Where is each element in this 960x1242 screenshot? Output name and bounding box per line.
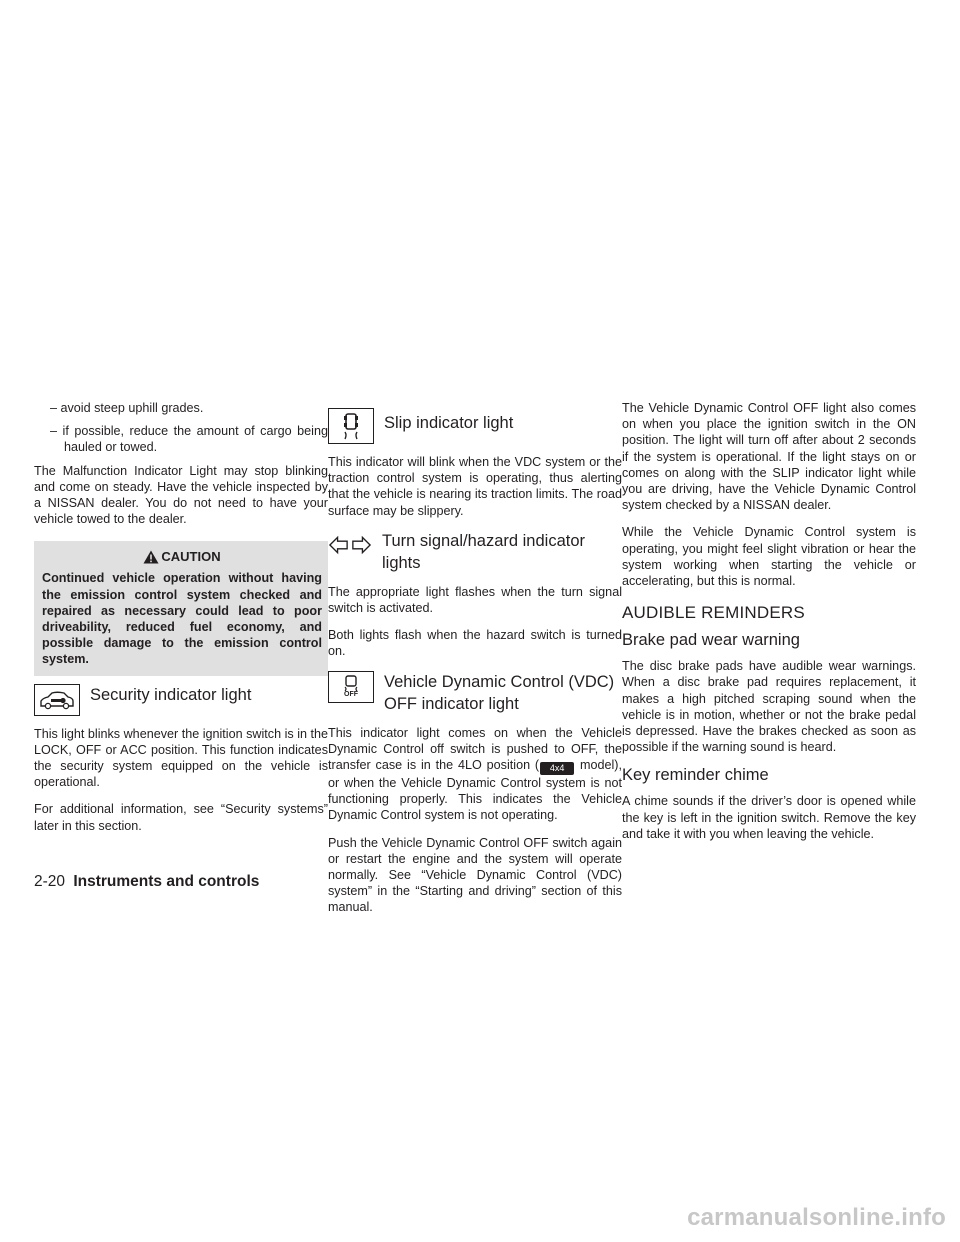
slip-icon xyxy=(328,408,374,444)
paragraph: The disc brake pads have audible wear warnings. When a disc brake pad requires replacement, it makes a high pitched scraping sound when the vehicle is in motion, whether or not the brake pedal is depressed. Have the brakes checked as soon as possible if the warning sound is heard. xyxy=(622,659,916,755)
caution-title xyxy=(42,549,322,564)
paragraph: The Malfunction Indicator Light may stop blinking and come on steady. Have the vehicle inspected by a NISSAN dealer. You do not need to have your vehicle towed to the dealer. xyxy=(34,463,328,527)
paragraph: While the Vehicle Dynamic Control system is operating, you might feel slight vibration or hear the system working when starting the vehicle or accelerating, but this is normal. xyxy=(622,525,916,589)
vdc-text-b: model), or when the Vehicle Dynamic Control system is not functioning properly. This indicates the Vehicle Dynamic Control system is not operating. xyxy=(328,758,622,823)
column-1 xyxy=(34,400,328,845)
caution-box xyxy=(34,541,328,675)
slip-heading: Slip indicator light xyxy=(384,414,514,432)
paragraph: A chime sounds if the driver’s door is opened while the key is left in the ignition switch. Remove the key and take it with you when leaving the vehicle. xyxy=(622,794,916,841)
paragraph: For additional information, see “Security systems” later in this section. xyxy=(34,802,328,833)
audible-reminders-heading: AUDIBLE REMINDERS xyxy=(622,603,805,623)
vdc-heading: Vehicle Dynamic Control (VDC) OFF indicator light xyxy=(384,672,615,713)
caution-label: CAUTION xyxy=(161,549,221,565)
security-heading-row xyxy=(34,684,328,716)
warning-triangle-icon xyxy=(143,550,159,564)
paragraph: This indicator will blink when the VDC system or the traction control system is operating, thus alerting that the vehicle is nearing its traction limits. The road surface may be slippery. xyxy=(328,455,622,518)
turn-heading-row xyxy=(328,530,622,574)
vdc-heading-row xyxy=(328,671,622,715)
key-reminder-heading: Key reminder chime xyxy=(622,766,769,785)
vdc-text-a: This indicator light comes on when the Vehicle Dynamic Control off switch is pushed to OFF, the transfer case is in the 4LO position ( xyxy=(328,725,622,773)
section-title: Instruments and controls xyxy=(73,873,260,890)
security-heading: Security indicator light xyxy=(90,685,252,704)
vdc-off-icon xyxy=(328,671,374,703)
slip-heading-row xyxy=(328,408,622,444)
paragraph: Both lights flash when the hazard switch is turned on. xyxy=(328,628,622,659)
turn-heading: Turn signal/hazard indicator lights xyxy=(382,531,585,572)
page-footer xyxy=(34,873,259,891)
caution-text: Continued vehicle operation without having the emission control system checked and repaired as necessary could lead to poor driveability, reduced fuel economy, and possible damage to the emission control system. xyxy=(42,571,322,667)
column-3 xyxy=(622,400,916,853)
paragraph xyxy=(328,725,622,824)
dash-item: – avoid steep uphill grades. xyxy=(50,401,204,415)
paragraph: The Vehicle Dynamic Control OFF light also comes on when you place the ignition switch in the ON position. The light will turn off after about 2 seconds if the system is operational. If the light stays on or comes on along with the SLIP indicator light while you are driving, have the Vehicle Dynamic Control system checked by a NISSAN dealer. xyxy=(622,401,916,513)
dash-item: – if possible, reduce the amount of cargo being hauled or towed. xyxy=(50,424,328,455)
paragraph: The appropriate light flashes when the turn signal switch is activated. xyxy=(328,584,622,616)
watermark: carmanualsonline.info xyxy=(687,1204,946,1231)
turn-signal-icon xyxy=(328,530,372,560)
security-icon xyxy=(34,684,80,716)
4x4-icon: 4x4 xyxy=(540,762,574,775)
brake-pad-heading: Brake pad wear warning xyxy=(622,631,800,650)
page-number: 2-20 xyxy=(34,873,66,890)
column-2 xyxy=(328,400,622,927)
vdc-off-icon-label: OFF xyxy=(344,690,358,698)
paragraph: This light blinks whenever the ignition switch is in the LOCK, OFF or ACC position. This function indicates the security system equipped on the vehicle is operational. xyxy=(34,726,328,790)
paragraph: Push the Vehicle Dynamic Control OFF switch again or restart the engine and the system will operate normally. See “Vehicle Dynamic Control (VDC) system” in the “Starting and driving” section of this manual. xyxy=(328,835,622,915)
